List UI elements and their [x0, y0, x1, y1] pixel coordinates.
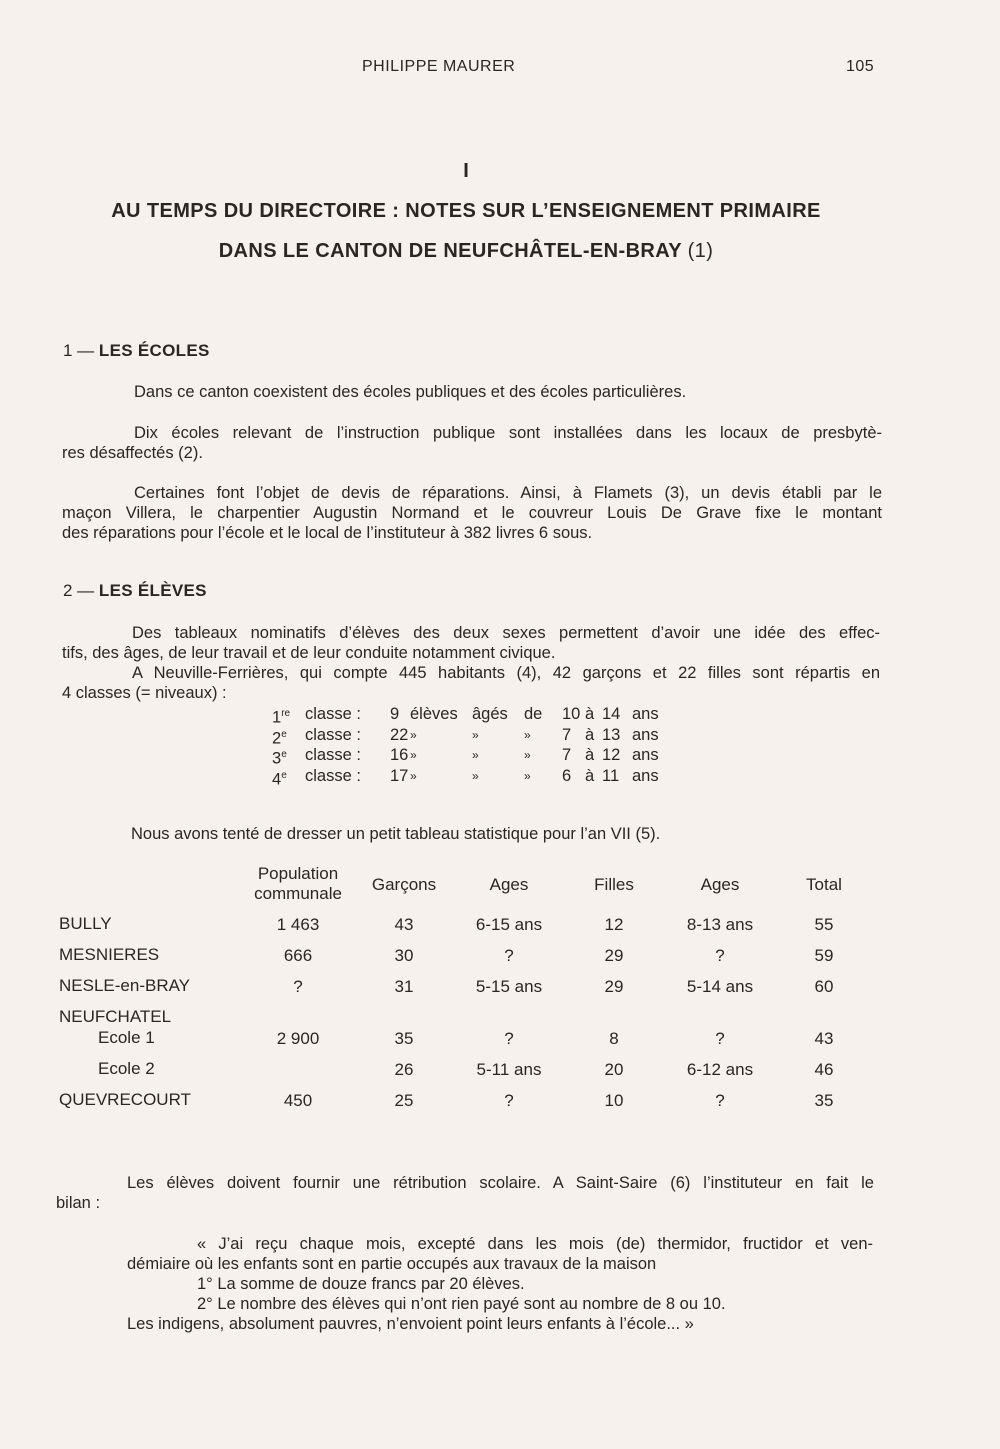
class-de: » — [524, 768, 531, 783]
cell-total: 43 — [814, 1029, 834, 1048]
para-line: Certaines font l’objet de devis de réparations. Ainsi, à Flamets (3), un devis établi par le — [134, 484, 882, 502]
class-de: » — [524, 748, 531, 762]
class-to: 13 — [602, 725, 621, 744]
row-name: NESLE-en-BRAY — [59, 976, 191, 995]
chapter-numeral: I — [463, 160, 469, 182]
quote-line: 1° La somme de douze francs par 20 élèves. — [197, 1275, 525, 1293]
cell-ages-g: ? — [504, 1091, 514, 1110]
cell-ages-f: 5-14 ans — [686, 977, 754, 996]
class-number: 3 — [272, 749, 282, 768]
header-ages-filles: Ages — [700, 875, 740, 894]
class-count: 16 — [390, 746, 409, 764]
section-2-number: 2 — — [63, 581, 95, 600]
cell-garcons: 35 — [394, 1029, 414, 1048]
cell-filles: 29 — [604, 977, 624, 996]
para-line: A Neuville-Ferrières, qui compte 445 habitants (4), 42 garçons et 22 filles sont répartis en — [132, 664, 880, 682]
class-from: 7 — [562, 725, 572, 744]
quote-line: « J’ai reçu chaque mois, excepté dans les mois (de) thermidor, fructidor et ven- — [197, 1235, 873, 1253]
class-ordinal-suffix: e — [281, 749, 287, 760]
cell-ages-g: ? — [504, 1029, 514, 1048]
class-to: 14 — [602, 705, 621, 723]
para-line: maçon Villera, le charpentier Augustin Normand et le couvreur Louis De Grave fixe le montant — [62, 504, 882, 522]
title-line-2-main: DANS LE CANTON DE NEUFCHÂTEL-EN-BRAY — [218, 240, 682, 262]
class-count: 17 — [390, 766, 409, 785]
para-line: Dix écoles relevant de l’instruction publique sont installées dans les locaux de presbytè- — [134, 424, 882, 442]
running-header-author: PHILIPPE MAURER — [362, 58, 516, 75]
class-a: à — [585, 746, 595, 764]
para-line: des réparations pour l’école et le local de l’instituteur à 382 livres 6 sous. — [62, 524, 593, 542]
class-ages: » — [472, 768, 479, 783]
class-eleves: » — [410, 748, 417, 762]
class-ans: ans — [632, 766, 659, 785]
cell-population: 666 — [283, 946, 313, 965]
section-1-title: LES ÉCOLES — [98, 341, 210, 360]
page-number: 105 — [846, 58, 875, 75]
cell-filles: 8 — [609, 1029, 619, 1048]
class-label: classe : — [305, 746, 361, 764]
cell-total: 60 — [814, 977, 834, 996]
class-from: 7 — [562, 746, 572, 764]
class-ordinal-suffix: re — [281, 708, 291, 719]
class-from: 6 — [562, 766, 572, 785]
cell-garcons: 30 — [394, 946, 414, 965]
class-eleves: » — [410, 727, 417, 742]
para-line: Les élèves doivent fournir une rétribution scolaire. A Saint-Saire (6) l’instituteur en fait le — [127, 1174, 874, 1192]
class-ordinal-suffix: e — [281, 728, 287, 740]
row-name: Ecole 1 — [98, 1028, 155, 1047]
cell-population: 450 — [283, 1091, 313, 1110]
header-ages-garcons: Ages — [489, 875, 529, 894]
cell-ages-f: 6-12 ans — [686, 1060, 754, 1079]
cell-filles: 20 — [604, 1060, 624, 1079]
cell-garcons: 25 — [394, 1091, 414, 1110]
row-name: NEUFCHATEL — [59, 1007, 172, 1026]
header-population-line-1: Population — [257, 864, 339, 883]
cell-total: 55 — [814, 915, 834, 934]
retribution-para — [56, 1173, 874, 1213]
cell-ages-g: 5-15 ans — [475, 977, 543, 996]
class-ans: ans — [632, 705, 659, 723]
class-ans: ans — [632, 725, 659, 744]
class-a: à — [585, 766, 595, 785]
class-a: à — [585, 705, 595, 723]
cell-garcons: 43 — [394, 915, 414, 934]
cell-population: 1 463 — [276, 915, 320, 934]
class-ordinal-suffix: e — [281, 769, 287, 781]
para-line: Dans ce canton coexistent des écoles publiques et des écoles particulières. — [134, 383, 687, 401]
class-count: 22 — [390, 725, 409, 744]
header-population-line-2: communale — [254, 884, 342, 903]
cell-ages-f: ? — [715, 1091, 725, 1110]
class-ans: ans — [632, 746, 659, 764]
class-de: de — [524, 705, 543, 723]
class-label: classe : — [305, 766, 361, 785]
quote-line: démiaire où les enfants sont en partie occupés aux travaux de la maison — [127, 1255, 657, 1273]
title-footnote-ref: (1) — [687, 240, 714, 262]
para-line: res désaffectés (2). — [62, 444, 203, 462]
cell-population: ? — [293, 977, 303, 996]
header-filles: Filles — [594, 875, 634, 894]
class-a: à — [585, 725, 595, 744]
cell-total: 46 — [814, 1060, 834, 1079]
quotation — [127, 1234, 873, 1334]
class-to: 11 — [602, 766, 620, 785]
row-name: QUEVRECOURT — [59, 1090, 191, 1109]
para-line: Nous avons tenté de dresser un petit tableau statistique pour l’an VII (5). — [131, 825, 661, 843]
cell-filles: 29 — [604, 946, 624, 965]
class-label: classe : — [305, 725, 361, 744]
cell-ages-g: 6-15 ans — [475, 915, 543, 934]
cell-population: 2 900 — [276, 1029, 320, 1048]
class-count: 9 — [390, 705, 400, 723]
class-eleves: » — [410, 768, 417, 783]
cell-garcons: 26 — [394, 1060, 414, 1079]
cell-ages-f: 8-13 ans — [686, 915, 754, 934]
cell-total: 35 — [814, 1091, 834, 1110]
class-de: » — [524, 727, 531, 742]
cell-ages-f: ? — [715, 946, 725, 965]
para-line: bilan : — [56, 1194, 101, 1212]
class-ages: » — [472, 748, 479, 762]
row-name: BULLY — [59, 914, 112, 933]
header-garcons: Garçons — [371, 875, 437, 894]
class-from: 10 — [562, 705, 581, 723]
cell-ages-g: 5-11 ans — [476, 1060, 542, 1079]
title-line-1: AU TEMPS DU DIRECTOIRE : NOTES SUR L’ENSEIGNEMENT PRIMAIRE — [111, 200, 821, 222]
cell-filles: 12 — [604, 915, 624, 934]
cell-total: 59 — [814, 946, 834, 965]
section-1-number: 1 — — [63, 341, 95, 360]
quote-line: Les indigens, absolument pauvres, n’envoient point leurs enfants à l’école... » — [127, 1315, 694, 1333]
cell-garcons: 31 — [394, 977, 414, 996]
class-number: 1 — [272, 708, 282, 727]
row-name: Ecole 2 — [98, 1059, 155, 1078]
class-ages: âgés — [472, 705, 508, 723]
para-line: Des tableaux nominatifs d’élèves des deux sexes permettent d’avoir une idée des effec- — [132, 624, 880, 642]
class-label: classe : — [305, 705, 361, 723]
class-ages: » — [472, 727, 479, 742]
cell-ages-f: ? — [715, 1029, 725, 1048]
cell-ages-g: ? — [504, 946, 514, 965]
para-line: 4 classes (= niveaux) : — [62, 684, 227, 702]
section-2-title: LES ÉLÈVES — [98, 581, 207, 600]
class-number: 2 — [272, 729, 282, 747]
header-total: Total — [806, 875, 842, 894]
class-number: 4 — [272, 770, 282, 788]
cell-filles: 10 — [604, 1091, 624, 1110]
row-name: MESNIERES — [59, 945, 160, 964]
class-to: 12 — [602, 746, 621, 764]
header-population — [254, 864, 342, 904]
para-line: tifs, des âges, de leur travail et de leur conduite notamment civique. — [62, 644, 556, 662]
quote-line: 2° Le nombre des élèves qui n’ont rien payé sont au nombre de 8 ou 10. — [197, 1295, 726, 1313]
class-eleves: élèves — [410, 705, 458, 723]
